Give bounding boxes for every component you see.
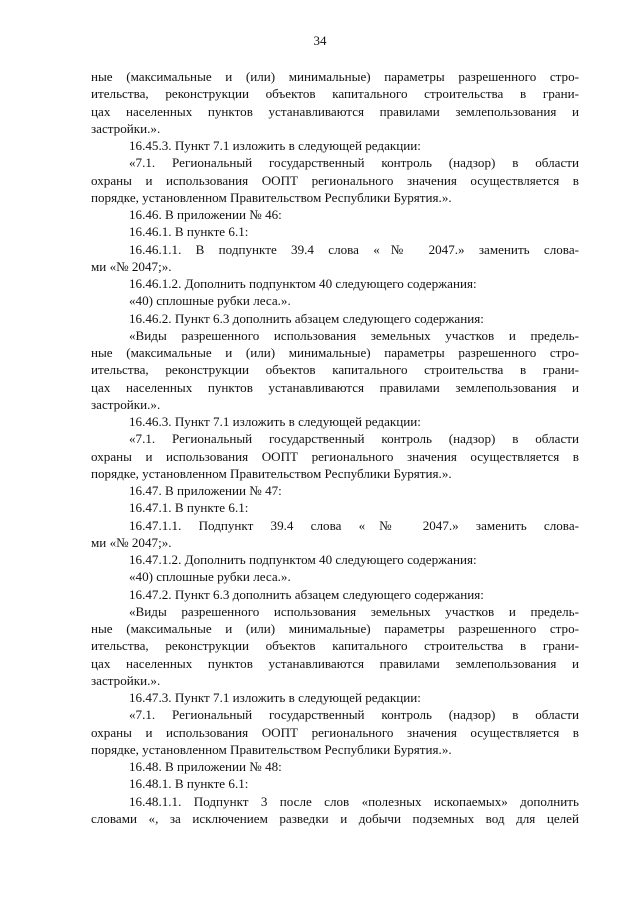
text-line: «7.1. Региональный государственный контроль (надзор) в области bbox=[129, 431, 579, 447]
document-body bbox=[91, 68, 579, 827]
text-line: цах населенных пунктов устанавливаются правилами землепользования и bbox=[91, 103, 579, 119]
text-line: ительства, реконструкции объектов капитального строительства в грани- bbox=[91, 86, 579, 102]
page-number: 34 bbox=[313, 33, 327, 48]
text-line: застройки.». bbox=[91, 672, 161, 688]
text-line: ми «№ 2047;». bbox=[91, 258, 172, 274]
text-line: 16.48.1. В пункте 6.1: bbox=[129, 776, 249, 792]
text-line: 16.46. В приложении № 46: bbox=[129, 207, 282, 222]
text-line: «Виды разрешенного использования земельных участков и предель- bbox=[129, 327, 579, 343]
text-line: 16.48. В приложении № 48: bbox=[129, 759, 282, 774]
text-line: 16.46.1.1. В подпункте 39.4 слова «№ 2047.» заменить слова- bbox=[129, 241, 579, 257]
text-line: 16.47. В приложении № 47: bbox=[129, 483, 282, 498]
text-line: цах населенных пунктов устанавливаются правилами землепользования и bbox=[91, 379, 579, 395]
text-line: 16.47.1.2. Дополнить подпунктом 40 следующего содержания: bbox=[129, 552, 477, 567]
text-line: 16.46.1.2. Дополнить подпунктом 40 следующего содержания: bbox=[129, 276, 477, 291]
text-line: словами «, за исключением разведки и добычи подземных вод для целей bbox=[91, 810, 579, 826]
text-line: ми «№ 2047;». bbox=[91, 534, 172, 550]
text-line: ные (максимальные и (или) минимальные) параметры разрешенного стро- bbox=[91, 621, 579, 636]
text-line: 16.46.3. Пункт 7.1 изложить в следующей редакции: bbox=[129, 414, 421, 429]
text-line: «Виды разрешенного использования земельных участков и предель- bbox=[129, 603, 579, 619]
text-line: ные (максимальные и (или) минимальные) параметры разрешенного стро- bbox=[91, 69, 579, 84]
text-line: застройки.». bbox=[91, 396, 161, 412]
text-line: цах населенных пунктов устанавливаются правилами землепользования и bbox=[91, 655, 579, 671]
text-line: 16.47.1. В пункте 6.1: bbox=[129, 500, 249, 516]
text-line: порядке, установленном Правительством Республики Бурятия.». bbox=[91, 465, 452, 481]
text-line: ительства, реконструкции объектов капитального строительства в грани- bbox=[91, 638, 579, 654]
text-line: порядке, установленном Правительством Республики Бурятия.». bbox=[91, 189, 452, 205]
text-line: «7.1. Региональный государственный контроль (надзор) в области bbox=[129, 155, 579, 171]
text-line: «40) сплошные рубки леса.». bbox=[129, 293, 291, 309]
text-line: охраны и использования ООПТ регионального значения осуществляется в bbox=[91, 724, 579, 740]
text-line: застройки.». bbox=[91, 120, 161, 136]
text-line: «40) сплошные рубки леса.». bbox=[129, 569, 291, 585]
text-line: 16.47.3. Пункт 7.1 изложить в следующей редакции: bbox=[129, 690, 421, 705]
text-line: охраны и использования ООПТ регионального значения осуществляется в bbox=[91, 448, 579, 464]
text-line: 16.46.2. Пункт 6.3 дополнить абзацем следующего содержания: bbox=[129, 310, 484, 326]
text-line: ные (максимальные и (или) минимальные) параметры разрешенного стро- bbox=[91, 345, 579, 360]
text-line: порядке, установленном Правительством Республики Бурятия.». bbox=[91, 741, 452, 757]
text-line: ительства, реконструкции объектов капитального строительства в грани- bbox=[91, 362, 579, 378]
text-line: 16.48.1.1. Подпункт 3 после слов «полезных ископаемых» дополнить bbox=[129, 793, 579, 809]
text-line: 16.47.2. Пункт 6.3 дополнить абзацем следующего содержания: bbox=[129, 586, 484, 602]
text-line: 16.47.1.1. Подпункт 39.4 слова «№ 2047.» заменить слова- bbox=[129, 517, 579, 533]
text-line: 16.46.1. В пункте 6.1: bbox=[129, 224, 249, 240]
text-line: охраны и использования ООПТ регионального значения осуществляется в bbox=[91, 172, 579, 188]
text-line: 16.45.3. Пункт 7.1 изложить в следующей редакции: bbox=[129, 138, 421, 153]
text-line: «7.1. Региональный государственный контроль (надзор) в области bbox=[129, 707, 579, 723]
